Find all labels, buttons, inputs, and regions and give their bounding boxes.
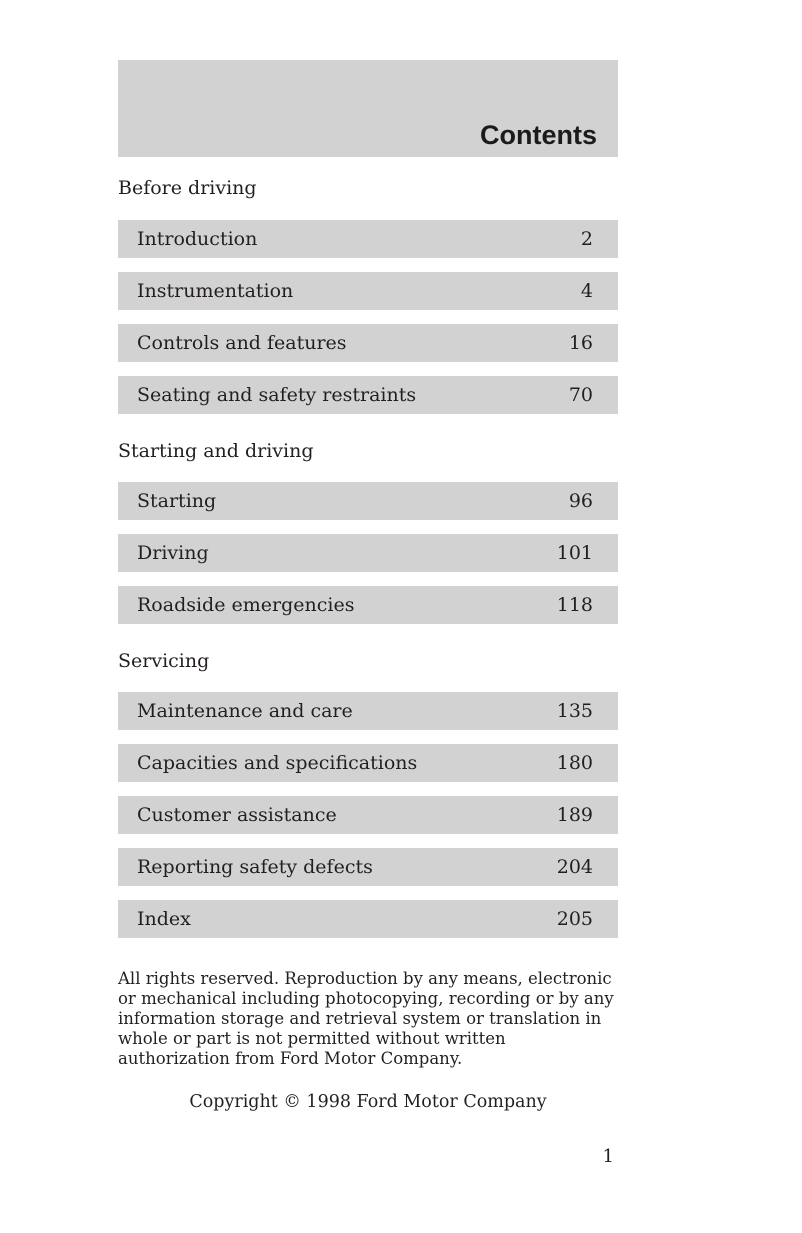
toc-entry-page: 16: [568, 332, 593, 354]
copyright-paragraph-line: or mechanical including photocopying, recording or by any: [118, 989, 614, 1008]
toc-row-maintenance-and-care: [118, 692, 618, 730]
toc-row-controls-and-features: [118, 324, 618, 362]
toc-entry-page: 180: [556, 752, 593, 774]
section-before-driving: [118, 177, 618, 414]
section-servicing: [118, 650, 618, 938]
section-heading: Starting and driving: [118, 440, 314, 462]
copyright-paragraph: [118, 969, 618, 1069]
toc-entry-page: 70: [568, 384, 593, 406]
toc-row-introduction: [118, 220, 618, 258]
toc-entry-page: 4: [580, 280, 593, 302]
section-starting-and-driving: [118, 440, 618, 624]
toc-entry-label: Seating and safety restraints: [137, 384, 417, 406]
toc-entry-label: Roadside emergencies: [137, 594, 355, 616]
toc-entry-label: Introduction: [137, 228, 258, 250]
toc-entry-label: Maintenance and care: [137, 700, 353, 722]
copyright-paragraph-line: authorization from Ford Motor Company.: [118, 1049, 463, 1068]
toc-row-capacities-and-specifications: [118, 744, 618, 782]
toc-entry-page: 96: [568, 490, 593, 512]
toc-entry-label: Customer assistance: [137, 804, 337, 826]
section-heading: Servicing: [118, 650, 210, 672]
toc-row-driving: [118, 534, 618, 572]
toc-entry-page: 135: [556, 700, 593, 722]
page-title: Contents: [480, 120, 597, 150]
toc-entry-page: 205: [556, 908, 593, 930]
copyright-line: Copyright © 1998 Ford Motor Company: [189, 1092, 547, 1112]
toc-entry-page: 118: [556, 594, 593, 616]
toc-entry-label: Instrumentation: [137, 280, 294, 302]
contents-header-band: [118, 60, 618, 157]
toc-row-roadside-emergencies: [118, 586, 618, 624]
toc-entry-label: Driving: [137, 542, 209, 564]
toc-row-seating-and-safety-restraints: [118, 376, 618, 414]
copyright-paragraph-line: information storage and retrieval system or translation in: [118, 1009, 602, 1028]
toc-entry-page: 101: [556, 542, 593, 564]
toc-entry-page: 204: [556, 856, 593, 878]
toc-row-index: [118, 900, 618, 938]
toc-entry-label: Starting: [137, 490, 217, 512]
section-heading: Before driving: [118, 177, 257, 199]
toc-entry-page: 189: [556, 804, 593, 826]
content-column: [118, 60, 618, 1167]
toc-entry-page: 2: [580, 228, 593, 250]
toc-entry-label: Reporting safety defects: [137, 856, 373, 878]
toc-row-instrumentation: [118, 272, 618, 310]
copyright-paragraph-line: whole or part is not permitted without written: [118, 1029, 506, 1048]
page-number: 1: [602, 1146, 614, 1167]
toc-entry-label: Controls and features: [137, 332, 347, 354]
toc-row-starting: [118, 482, 618, 520]
toc-row-customer-assistance: [118, 796, 618, 834]
toc-entry-label: Index: [137, 908, 191, 930]
toc-entry-label: Capacities and specifications: [137, 752, 418, 774]
copyright-paragraph-line: All rights reserved. Reproduction by any means, electronic: [118, 969, 612, 988]
toc-row-reporting-safety-defects: [118, 848, 618, 886]
